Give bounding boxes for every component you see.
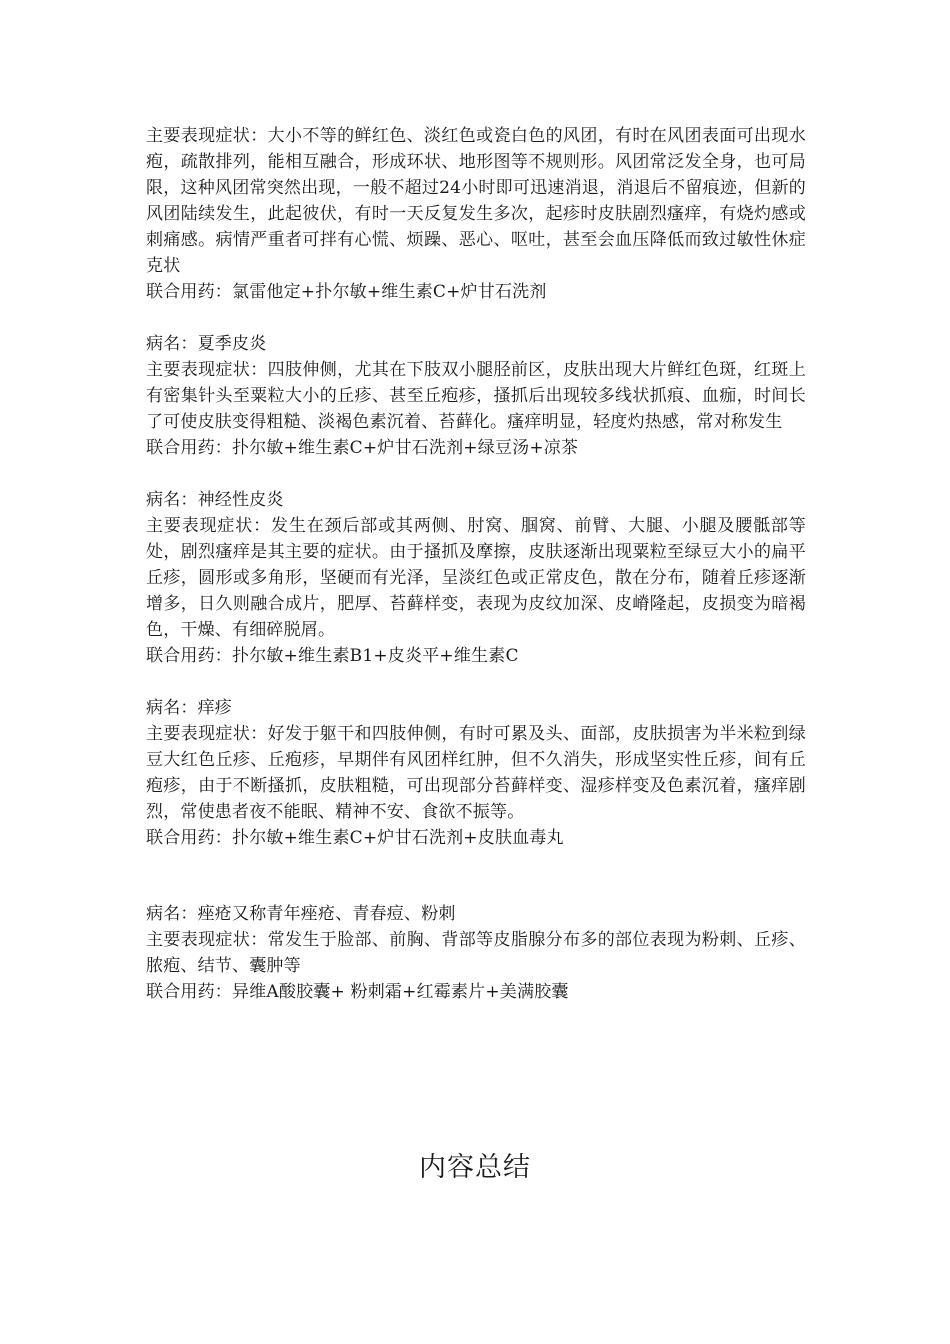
symptoms-text: 主要表现症状：四肢伸侧，尤其在下肢双小腿胫前区，皮肤出现大片鲜红色斑，红斑上有密集针头至粟粒大小的丘疹、甚至丘疱疹，搔抓后出现较多线状抓痕、血痂，时间长了可使皮肤变得粗糙、淡褐色素沉着、苔藓化。瘙痒明显，轻度灼热感，常对称发生 [146,360,806,432]
medication-text: 联合用药：异维A酸胶囊+ 粉刺霜+红霉素片+美满胶囊 [146,982,569,1002]
section-neurodermatitis [146,487,806,669]
summary-title: 内容总结 [419,1152,531,1183]
symptoms-text: 主要表现症状：大小不等的鲜红色、淡红色或瓷白色的风团，有时在风团表面可出现水疱，疏散排列，能相互融合，形成环状、地形图等不规则形。风团常泛发全身，也可局限，这种风团常突然出现，一般不超过24小时即可迅速消退，消退后不留痕迹，但新的风团陆续发生，此起彼伏，有时一天反复发生多次，起疹时皮肤剧烈瘙痒，有烧灼感或刺痛感。病情严重者可拌有心慌、烦躁、恶心、呕吐，甚至会血压降低而致过敏性休症克状 [146,126,806,276]
disease-name: 病名：痒疹 [146,698,232,718]
medication-text: 联合用药：扑尔敏+维生素C+炉甘石洗剂+绿豆汤+凉茶 [146,438,579,458]
section-acne [146,901,806,1005]
symptoms-text: 主要表现症状：好发于躯干和四肢伸侧，有时可累及头、面部，皮肤损害为半米粒到绿豆大红色丘疹、丘疱疹，早期伴有风团样红肿，但不久消失，形成坚实性丘疹，间有丘疱疹，由于不断搔抓，皮肤粗糙，可出现部分苔藓样变、湿疹样变及色素沉着，瘙痒剧烈，常使患者夜不能眠、精神不安、食欲不振等。 [146,724,806,822]
medication-text: 联合用药：扑尔敏+维生素B1+皮炎平+维生素C [146,646,519,666]
section-prurigo [146,695,806,851]
medication-text: 联合用药：氯雷他定+扑尔敏+维生素C+炉甘石洗剂 [146,282,547,302]
document-body [146,123,806,1005]
symptoms-text: 主要表现症状：常发生于脸部、前胸、背部等皮脂腺分布多的部位表现为粉刺、丘疹、脓疱、结节、囊肿等 [146,930,806,976]
disease-name: 病名：夏季皮炎 [146,334,267,354]
medication-text: 联合用药：扑尔敏+维生素C+炉甘石洗剂+皮肤血毒丸 [146,828,564,848]
disease-name: 病名：神经性皮炎 [146,490,284,510]
symptoms-text: 主要表现症状：发生在颈后部或其两侧、肘窝、腘窝、前臂、大腿、小腿及腰骶部等处，剧烈瘙痒是其主要的症状。由于搔抓及摩擦，皮肤逐渐出现粟粒至绿豆大小的扁平丘疹，圆形或多角形，坚硬而有光泽，呈淡红色或正常皮色，散在分布，随着丘疹逐渐增多，日久则融合成片，肥厚、苔藓样变，表现为皮纹加深、皮嵴隆起，皮损变为暗褐色，干燥、有细碎脱屑。 [146,516,806,640]
section-urticaria [146,123,806,305]
section-summer-dermatitis [146,331,806,461]
disease-name: 病名：痤疮又称青年痤疮、青春痘、粉刺 [146,904,456,924]
